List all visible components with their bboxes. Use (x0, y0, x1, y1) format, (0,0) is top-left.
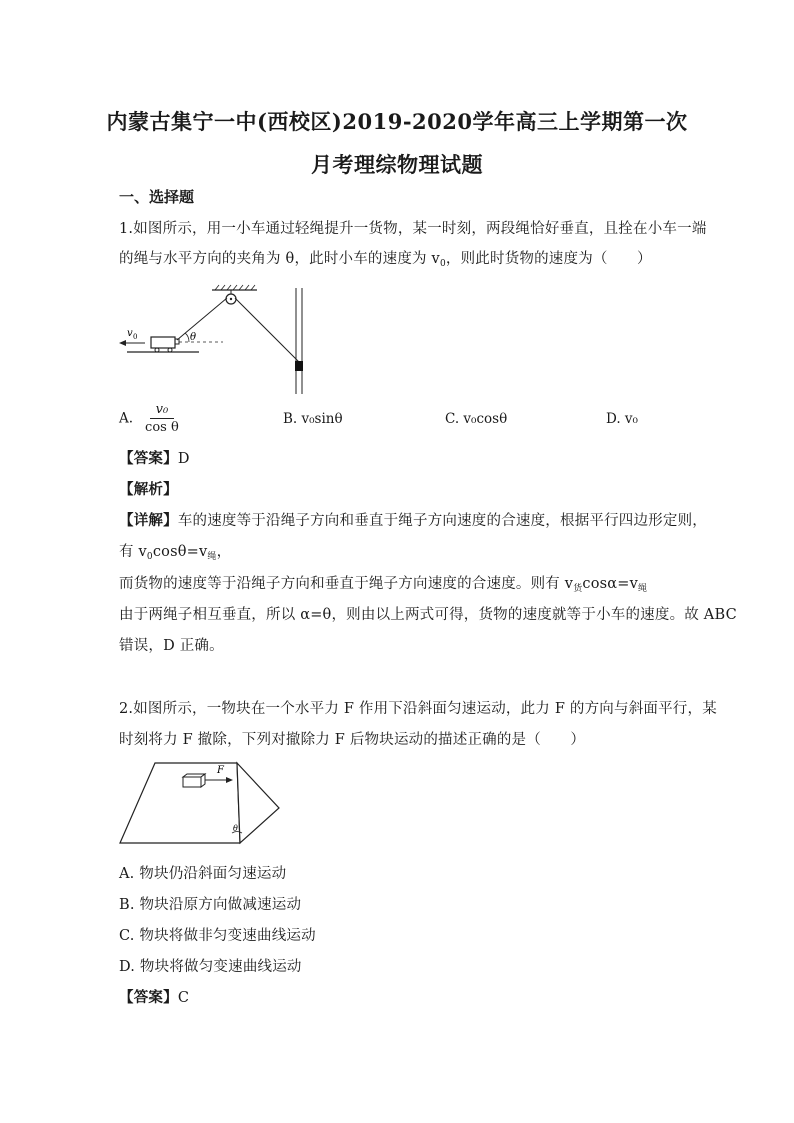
option-a-denominator: cos θ (145, 420, 179, 435)
q1-detail-line2: 有 $v_0\cos\theta=v_绳$， (119, 544, 232, 562)
q1-option-c[interactable]: C. v₀cosθ (445, 411, 508, 427)
q1-option-b[interactable]: B. v₀sinθ (283, 411, 343, 427)
q1-detail-line3: 而货物的速度等于沿绳子方向和垂直于绳子方向速度的合速度。则有 $v_货\cos\alpha=v_绳$ (119, 576, 648, 594)
fig-theta-label: θ (233, 824, 238, 833)
page-title-line2: 月考理综物理试题 (311, 152, 483, 177)
q1-detail-line4: 由于两绳子相互垂直，所以 α=θ，则由以上两式可得，货物的速度就等于小车的速度。故 ABC (119, 607, 737, 623)
fig-v-sub: 0 (133, 333, 138, 341)
q1-stem-line2: 的绳与水平方向的夹角为 θ，此时小车的速度为 $v_0$，则此时货物的速度为（ ） (119, 251, 652, 269)
option-a-numerator: v₀ (150, 402, 175, 419)
q1-analysis-heading: 【解析】 (119, 481, 178, 498)
q1-answer: 【答案】D (119, 450, 190, 467)
page-title: 内蒙古集宁一中(西校区)2019-2020学年高三上学期第一次 (106, 109, 688, 134)
q1-detail-line1: 【详解】车的速度等于沿绳子方向和垂直于绳子方向速度的合速度，根据平行四边形定则， (119, 512, 708, 529)
section-heading: 一、选择题 (119, 188, 195, 206)
incline-side (237, 763, 279, 843)
q1-detail-line5: 错误，D 正确。 (119, 638, 224, 654)
cargo-block (295, 361, 303, 371)
q2-figure (117, 758, 287, 850)
q2-option-c[interactable]: C. 物块将做非匀变速曲线运动 (119, 928, 316, 944)
q2-option-a[interactable]: A. 物块仍沿斜面匀速运动 (119, 866, 287, 882)
fig-force-label: F (217, 765, 224, 776)
fig-theta-label: θ (190, 332, 197, 343)
velocity-arrow-icon (119, 340, 126, 346)
q2-stem-line2: 时刻将力 F 撤除，下列对撤除力 F 后物块运动的描述正确的是（ ） (119, 732, 586, 748)
q1-stem-line1: 1.如图所示，用一小车通过轻绳提升一货物，某一时刻，两段绳恰好垂直，且拴在小车一端 (119, 221, 707, 237)
fig-v-label: v (127, 328, 133, 339)
q2-stem-line1: 2.如图所示，一物块在一个水平力 F 作用下沿斜面匀速运动，此力 F 的方向与斜面平行，某 (119, 701, 717, 717)
q1-option-a[interactable]: A. $\frac{\text{v₀}}{\text{cos θ}}$ (119, 402, 183, 435)
q1-figure (115, 282, 315, 397)
q2-option-d[interactable]: D. 物块将做匀变速曲线运动 (119, 959, 302, 975)
q2-answer: 【答案】C (119, 989, 190, 1006)
q2-option-b[interactable]: B. 物块沿原方向做减速运动 (119, 897, 302, 913)
cart-body (151, 337, 175, 348)
q1-option-d[interactable]: D. v₀ (606, 411, 638, 427)
